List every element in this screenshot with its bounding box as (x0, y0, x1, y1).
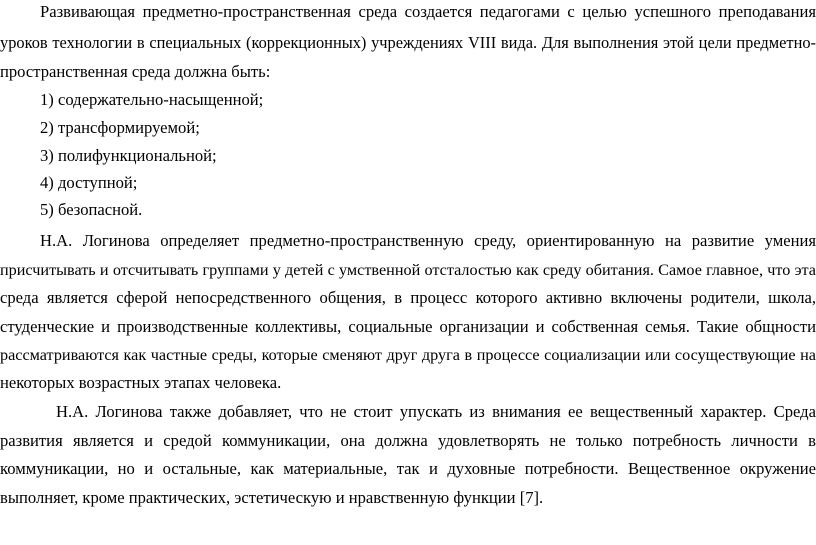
paragraph-2-line-1: Н.А. Логинова определяет предметно-пространственную среду, ориентированную на развитие умения (40, 231, 816, 250)
list-item: 3) полифункциональной; (40, 146, 217, 165)
paragraph-1-line-1: Развивающая предметно-пространственная среда создается педагогами с целью успешного преподавания (40, 2, 816, 21)
paragraph-2-line-6: некоторых возрастных этапах человека. (0, 373, 282, 392)
paragraph-2-line-5: рассматриваются как частные среды, которые сменяют друг друга в процессе социализации или сосуществующие на (0, 346, 816, 364)
list-item: 5) безопасной. (40, 200, 143, 219)
list-item: 4) доступной; (40, 173, 138, 192)
paragraph-1-line-2: уроков технологии в специальных (коррекционных) учреждениях VIII вида. Для выполнения этой цели предметно- (0, 33, 816, 52)
paragraph-3-line-3: коммуникации, но и остальные, как материальные, так и духовные потребности. Вещественное окружение (0, 459, 816, 478)
list-item: 2) трансформируемой; (40, 118, 200, 137)
paragraph-2-line-4: студенческие и производственные коллективы, социальные организации и собственная семья. Такие общности (0, 317, 816, 336)
paragraph-3-line-2: развития является и средой коммуникации, она должна удовлетворять не только потребность личности в (0, 431, 816, 450)
paragraph-2-line-3: среда является сферой непосредственного общения, в процесс которого активно включены родители, школа, (0, 288, 816, 307)
paragraph-2-line-2: присчитывать и отсчитывать группами у детей с умственной отсталостью как среду обитания. Самое главное, что эта (0, 261, 816, 279)
paragraph-1-line-3: пространственная среда должна быть: (0, 62, 271, 81)
paragraph-3-line-4: выполняет, кроме практических, эстетическую и нравственную функции [7]. (0, 488, 544, 507)
paragraph-3-line-1: Н.А. Логинова также добавляет, что не стоит упускать из внимания ее вещественный характер. Среда (56, 402, 816, 421)
list-item: 1) содержательно-насыщенной; (40, 90, 264, 109)
